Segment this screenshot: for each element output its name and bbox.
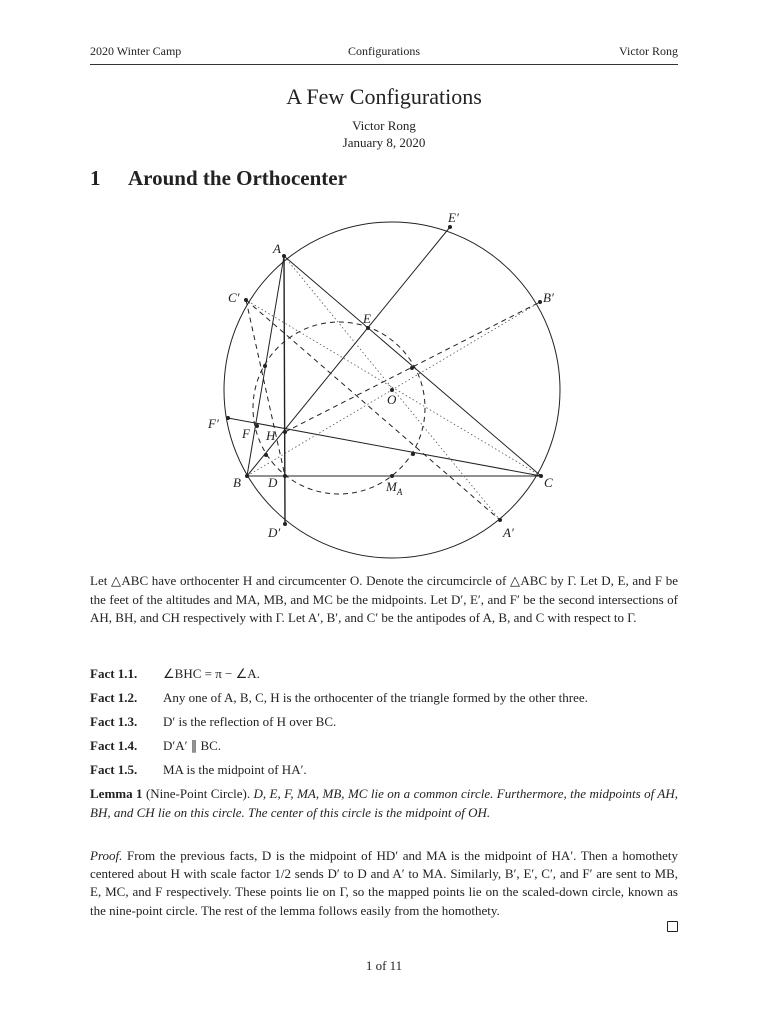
page-number: 1 of 11 bbox=[365, 958, 403, 973]
diameter-c-cprime bbox=[246, 300, 541, 476]
author: Victor Rong bbox=[352, 118, 416, 133]
label-eprime: E′ bbox=[448, 210, 459, 225]
altitude-a bbox=[284, 256, 285, 524]
qed-box bbox=[667, 921, 678, 932]
point-mc bbox=[264, 453, 268, 457]
point-fprime bbox=[226, 416, 230, 420]
point-c bbox=[539, 474, 543, 478]
proof-text: From the previous facts, D is the midpoint of HD′ and MA is the midpoint of HA′. Then a homothety centered about H with scale factor 1/2 sends D′ to D and A′ to MA. Similarly, B′, E′, C′, and F′ are sent to MB, E, MC, and F respectively. These points lie on Γ, so the mapped points lie on the scaled-down circle, known as the nine-point circle. The rest of the lemma follows easily from the homothety. bbox=[90, 848, 678, 918]
label-b: B bbox=[233, 475, 241, 490]
lemma-name: (Nine-Point Circle). bbox=[145, 786, 251, 801]
fact-label: Fact 1.1. bbox=[90, 666, 138, 681]
label-f: F bbox=[242, 426, 250, 441]
intro-paragraph: Let △ABC have orthocenter H and circumcenter O. Denote the circumcircle of △ABC by Γ. Let D, E, and F be the feet of the altitudes and MA, MB, and MC be the midpoints. Let D′, E′, and F′ be the second intersections of AH, BH, and CH respectively with Γ. Let A′, B′, and C′ be the antipodes of A, B, and C with respect to Γ. bbox=[90, 573, 678, 626]
fact-1-4 bbox=[90, 738, 678, 754]
point-midc-h bbox=[411, 452, 415, 456]
label-ma-main: M bbox=[386, 479, 397, 494]
label-aprime: A′ bbox=[503, 525, 514, 540]
header-left: 2020 Winter Camp bbox=[90, 44, 182, 58]
proof bbox=[90, 847, 678, 920]
label-ma-sub: A bbox=[396, 487, 403, 497]
fact-1-1 bbox=[90, 666, 678, 682]
label-e: E bbox=[363, 311, 371, 326]
date: January 8, 2020 bbox=[342, 135, 426, 150]
label-h: H bbox=[266, 428, 276, 443]
fact-label: Fact 1.4. bbox=[90, 738, 138, 753]
point-e bbox=[366, 326, 370, 330]
fact-label: Fact 1.3. bbox=[90, 714, 138, 729]
label-fprime: F′ bbox=[208, 416, 219, 431]
lemma-text: D, E, F, MA, MB, MC lie on a common circle. Furthermore, the midpoints of AH, BH, and CH lie on this circle. The center of this circle is the midpoint of OH. bbox=[90, 786, 678, 820]
header-right: Victor Rong bbox=[619, 44, 678, 58]
fact-text: MA is the midpoint of HA′. bbox=[163, 762, 307, 777]
header-center: Configurations bbox=[348, 44, 420, 58]
point-h bbox=[283, 430, 287, 434]
lemma-label: Lemma 1 bbox=[90, 786, 143, 801]
point-b bbox=[245, 474, 249, 478]
point-f bbox=[255, 424, 259, 428]
point-dprime bbox=[283, 522, 287, 526]
point-eprime bbox=[448, 225, 452, 229]
fact-label: Fact 1.2. bbox=[90, 690, 138, 705]
document-title: A Few Configurations bbox=[286, 84, 482, 109]
point-bprime bbox=[538, 300, 542, 304]
label-dprime: D′ bbox=[268, 525, 281, 540]
proof-label: Proof. bbox=[90, 848, 123, 863]
point-mb bbox=[410, 366, 414, 370]
label-bprime: B′ bbox=[543, 290, 554, 305]
label-a: A bbox=[273, 241, 281, 256]
point-cprime bbox=[244, 298, 248, 302]
label-o: O bbox=[387, 392, 397, 407]
label-c: C bbox=[544, 475, 553, 490]
fact-1-2 bbox=[90, 690, 678, 706]
point-d bbox=[283, 474, 287, 478]
point-ma bbox=[390, 474, 394, 478]
point-mid-ah bbox=[263, 364, 267, 368]
fact-1-5 bbox=[90, 762, 678, 778]
point-aprime bbox=[498, 518, 502, 522]
fact-label: Fact 1.5. bbox=[90, 762, 138, 777]
fact-text: D′A′ ∥ BC. bbox=[163, 738, 222, 753]
nine-point-circle bbox=[253, 322, 425, 494]
section-title: Around the Orthocenter bbox=[128, 166, 347, 190]
label-d: D bbox=[268, 475, 278, 490]
line-fprime-c bbox=[228, 418, 541, 476]
lemma-nine-point-circle bbox=[90, 784, 678, 822]
fact-1-3 bbox=[90, 714, 678, 730]
label-ma bbox=[385, 479, 403, 497]
point-a bbox=[282, 254, 286, 258]
fact-text: Any one of A, B, C, H is the orthocenter of the triangle formed by the other three. bbox=[163, 690, 588, 705]
fact-text: D′ is the reflection of H over BC. bbox=[163, 714, 337, 729]
label-cprime: C′ bbox=[228, 290, 240, 305]
fact-text: ∠BHC = π − ∠A. bbox=[163, 666, 260, 681]
section-number: 1 bbox=[90, 166, 101, 190]
